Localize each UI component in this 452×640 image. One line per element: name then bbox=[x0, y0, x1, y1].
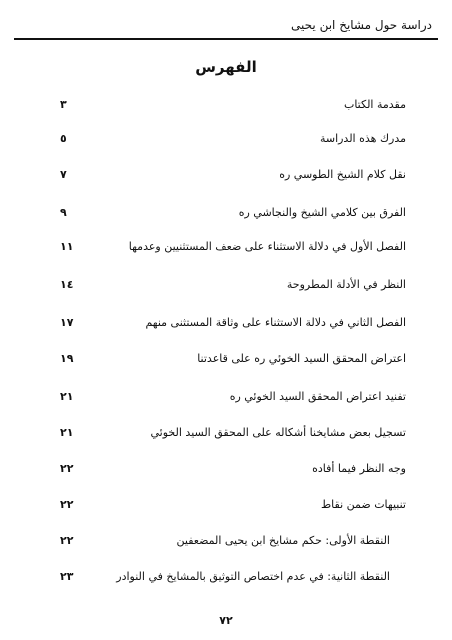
toc-entry bbox=[60, 386, 406, 406]
toc-entry bbox=[60, 274, 406, 294]
toc-entry bbox=[60, 530, 390, 550]
toc-entry-page: ١٤ bbox=[60, 277, 74, 291]
toc-entry-title: مدرك هذه الدراسة bbox=[319, 131, 406, 145]
toc-entry-page: ٢٢ bbox=[60, 461, 74, 475]
toc-entry-page: ٧ bbox=[60, 167, 67, 181]
toc-entry-title: الفصل الأول في دلالة الاستثناء على ضعف المستثنيين وعدمها bbox=[128, 239, 406, 253]
toc-entry-page: ١٩ bbox=[60, 351, 74, 365]
toc-entry-title: تسجيل بعض مشايخنا أشكاله على المحقق السيد الخوئي bbox=[150, 425, 406, 439]
toc-entry-page: ٥ bbox=[60, 131, 67, 145]
toc-entry bbox=[60, 494, 406, 514]
toc-entry-title: وجه النظر فيما أفاده bbox=[312, 461, 406, 475]
toc-entry bbox=[60, 312, 406, 332]
toc-entry-page: ٢٢ bbox=[60, 497, 74, 511]
running-header: دراسة حول مشايخ ابن يحيى bbox=[291, 18, 432, 32]
toc-entry-title: نقل كلام الشيخ الطوسي ره bbox=[279, 167, 406, 181]
toc-entry-title: الفرق بين كلامي الشيخ والنجاشي ره bbox=[238, 205, 406, 219]
toc-entry bbox=[60, 458, 406, 478]
toc-entry bbox=[60, 236, 406, 256]
toc-entry-page: ٢٢ bbox=[60, 533, 74, 547]
header-rule bbox=[14, 38, 438, 40]
page-number: ٧٢ bbox=[219, 614, 233, 627]
toc-entry-page: ١١ bbox=[60, 239, 74, 253]
toc-entry-page: ٣ bbox=[60, 97, 67, 111]
toc-heading: الفهرس bbox=[195, 58, 257, 76]
toc-entry-title: تنبيهات ضمن نقاط bbox=[320, 497, 406, 511]
toc-entry-page: ٢١ bbox=[60, 425, 74, 439]
toc-entry-title: مقدمة الكتاب bbox=[343, 97, 406, 111]
toc-entry-page: ٢١ bbox=[60, 389, 74, 403]
toc-entry-title: النقطة الثانية: في عدم اختصاص التوثيق بالمشايخ في النوادر bbox=[116, 569, 390, 583]
toc-entry-page: ٩ bbox=[60, 205, 67, 219]
toc-entry-title: النظر في الأدلة المطروحة bbox=[286, 277, 406, 291]
toc-entry bbox=[60, 566, 390, 586]
toc-entry-title: النقطة الأولى: حكم مشايخ ابن يحيى المضعفين bbox=[176, 533, 390, 547]
toc-entry bbox=[60, 348, 406, 368]
toc-entry bbox=[60, 128, 406, 148]
toc-entry-page: ١٧ bbox=[60, 315, 74, 329]
toc-entry-page: ٢٣ bbox=[60, 569, 74, 583]
toc-entry bbox=[60, 164, 406, 184]
toc-entry bbox=[60, 202, 406, 222]
toc-entry-title: تفنيد اعتراض المحقق السيد الخوئي ره bbox=[229, 389, 406, 403]
toc-entry bbox=[60, 94, 406, 114]
toc-entry-title: الفصل الثاني في دلالة الاستثناء على وثاقة المستثنى منهم bbox=[145, 315, 406, 329]
toc-entry bbox=[60, 422, 406, 442]
toc-entry-title: اعتراض المحقق السيد الخوئي ره على قاعدتنا bbox=[197, 351, 406, 365]
